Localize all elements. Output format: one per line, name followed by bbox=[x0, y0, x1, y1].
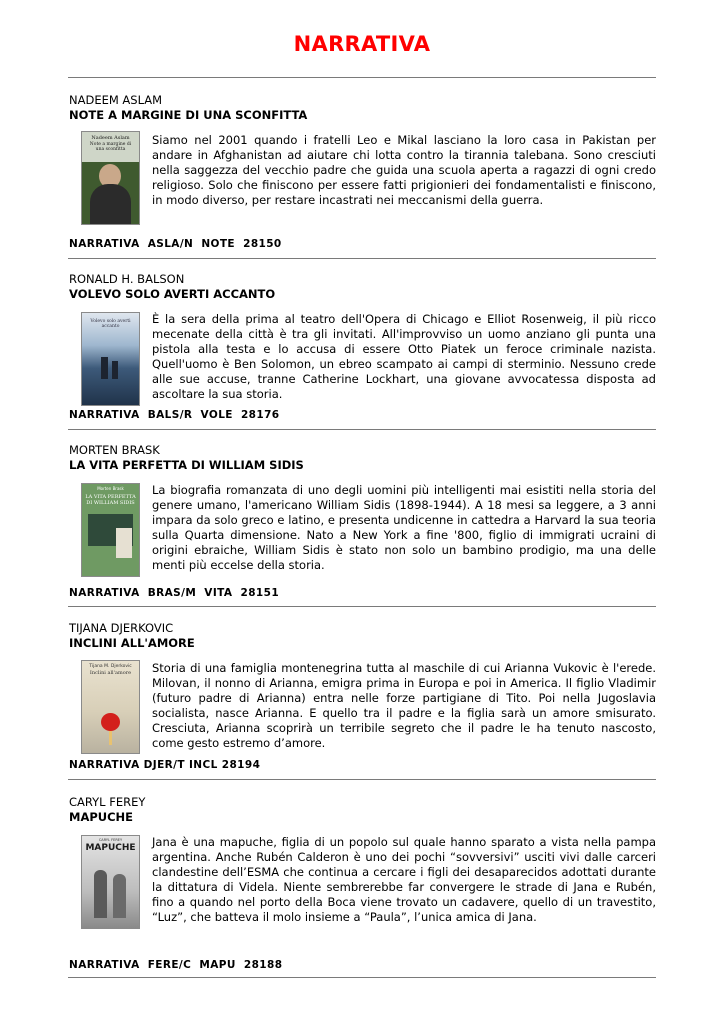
book-entry bbox=[69, 443, 656, 606]
book-author: NADEEM ASLAM bbox=[69, 93, 163, 107]
book-author: CARYL FEREY bbox=[69, 795, 146, 809]
book-cover: Morten Brask LA VITA PERFETTA DI WILLIAM SIDIS bbox=[81, 483, 140, 577]
book-entry bbox=[69, 795, 656, 975]
book-description: È la sera della prima al teatro dell'Opera di Chicago e Elliot Rosenweig, il più ricco mecenate della città è tra gli invitati. All'improvviso un uomo anziano gli punta una pistola alla testa e lo accusa di essere Otto Piatek un feroce criminale nazista. Quell'uomo è Ben Solomon, un ebreo scampato ai campi di sterminio. Nessuno crede alle sue accuse, tranne Catherine Lockhart, una giovane avvocatessa disposta ad ascoltare la sua storia. bbox=[152, 312, 656, 401]
book-title: INCLINI ALL'AMORE bbox=[69, 636, 195, 650]
divider bbox=[68, 606, 656, 607]
book-description: Jana è una mapuche, figlia di un popolo sul quale hanno sparato a vista nella pampa argentina. Anche Rubén Calderon è uno dei pochi “sovversivi” usciti vivi dalle carceri clandestine dell’ESMA che continua a cercare i figli dei desaparecidos adottati durante la dittatura di Videla. Niente sembrerebbe far convergere le strade di Jana e Rubén, fino a quando nel porto della Boca viene trovato un cadavere, quello di un travestito, “Luz”, che batteva il molo insieme a “Paula”, l’unica amica di Jana. bbox=[152, 835, 656, 924]
book-title: VOLEVO SOLO AVERTI ACCANTO bbox=[69, 287, 276, 301]
book-cover: Tijana M. Djerkovic Inclini all'amore bbox=[81, 660, 140, 754]
divider bbox=[68, 258, 656, 259]
divider bbox=[68, 77, 656, 78]
book-description: Storia di una famiglia montenegrina tutta al maschile di cui Arianna Vukovic è l'erede. Milovan, il nonno di Arianna, emigra prima in Europa e poi in America. Il figlio Vladimir (futuro padre di Arianna) entra nelle forze partigiane di Tito. Poi nella Jugoslavia socialista, nasce Arianna. E quello tra il padre e la figlia sarà un amore smisurato. Cresciuta, Arianna scoprirà un terribile segreto che il padre le ha tenuto nascosto, come gesto estremo d’amore. bbox=[152, 661, 656, 750]
book-title: LA VITA PERFETTA DI WILLIAM SIDIS bbox=[69, 458, 304, 472]
book-description: La biografia romanzata di uno degli uomini più intelligenti mai esistiti nella storia del genere umano, l'americano William Sidis (1898-1944). A 18 mesi sa leggere, a 3 anni impara da solo greco e latino, e presenta undicenne in cattedra a Harvard la sua teoria sulla Quarta dimensione. Nato a New York a fine '800, figlio di immigrati ucraini di origini ebraiche, William Sidis è stato non solo un bambino prodigio, ma una delle menti più eccelse della storia. bbox=[152, 483, 656, 572]
shelfmark: NARRATIVA FERE/C MAPU 28188 bbox=[69, 959, 283, 971]
book-author: TIJANA DJERKOVIC bbox=[69, 621, 174, 635]
shelfmark: NARRATIVA BALS/R VOLE 28176 bbox=[69, 409, 280, 421]
shelfmark: NARRATIVA BRAS/M VITA 28151 bbox=[69, 587, 280, 599]
book-entry bbox=[69, 93, 656, 257]
book-cover: Nadeem Aslam Note a margine di una sconfitta bbox=[81, 131, 140, 225]
book-description: Siamo nel 2001 quando i fratelli Leo e Mikal lasciano la loro casa in Pakistan per andare in Afghanistan ad aiutare chi lotta contro la tirannia talebana. Sono cresciuti nella saggezza del vecchio padre che guida una scuola aperta a ragazzi di ogni credo religioso. Solo che finiscono per essere fatti prigionieri dei fondamentalisti e finiscono, in modo diverso, per restare incastrati nei meccanismi della guerra. bbox=[152, 133, 656, 207]
book-author: RONALD H. BALSON bbox=[69, 272, 185, 286]
page-title: NARRATIVA bbox=[293, 32, 431, 56]
divider bbox=[68, 779, 656, 780]
book-entry bbox=[69, 272, 656, 428]
divider bbox=[68, 429, 656, 430]
book-title: NOTE A MARGINE DI UNA SCONFITTA bbox=[69, 108, 308, 122]
book-cover: CARYL FEREY MAPUCHE bbox=[81, 835, 140, 929]
divider bbox=[68, 977, 656, 978]
shelfmark: NARRATIVA ASLA/N NOTE 28150 bbox=[69, 238, 282, 250]
book-entry bbox=[69, 621, 656, 779]
book-cover: Volevo solo averti accanto bbox=[81, 312, 140, 406]
book-author: MORTEN BRASK bbox=[69, 443, 160, 457]
book-title: MAPUCHE bbox=[69, 810, 134, 824]
shelfmark: NARRATIVA DJER/T INCL 28194 bbox=[69, 759, 261, 771]
